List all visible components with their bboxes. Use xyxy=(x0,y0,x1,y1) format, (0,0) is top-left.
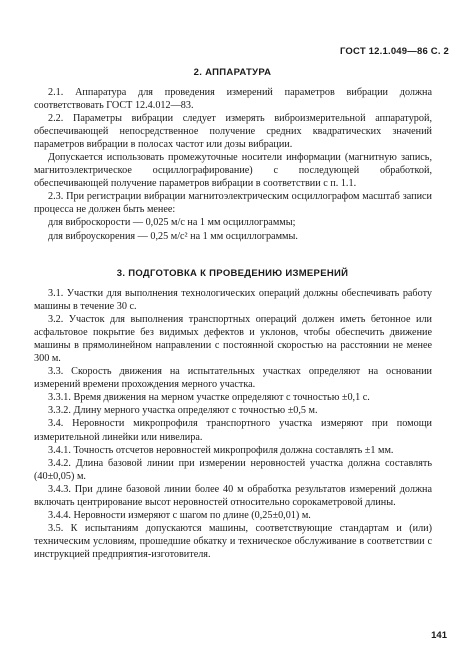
paragraph-2-1: 2.1. Аппаратура для проведения измерений параметров вибрации должна соответствовать ГОСТ 12.4.012—83. xyxy=(34,87,432,112)
paragraph-3-5: 3.5. К испытаниям допускаются машины, соответствующие стандартам и (или) техническим условиям, прошедшие обкатку и техническое обслуживание в соответствии с инструкцией предприятия-изготовителя. xyxy=(34,522,432,560)
paragraph-3-4-4: 3.4.4. Неровности измеряют с шагом по длине (0,25±0,01) м. xyxy=(48,509,311,521)
section-2-body xyxy=(34,86,432,243)
paragraph-2-2-note: Допускается использовать промежуточные носители информации (магнитную запись, магнитоэлектрическое осциллографирование) с последующей обработкой, обеспечивающей получение параметров вибрации в соответствии с п. 1.1. xyxy=(34,152,432,190)
paragraph-2-3-velocity: для виброскорости — 0,025 м/с на 1 мм осциллограммы; xyxy=(48,217,296,229)
paragraph-3-4-2: 3.4.2. Длина базовой линии при измерении неровностей участка должна составлять (40±0,05) м. xyxy=(34,457,432,482)
paragraph-2-2: 2.2. Параметры вибрации следует измерять виброизмерительной аппаратурой, обеспечивающей непосредственное получение средних квадратических значений параметров вибрации в полосах частот или дозы вибрации. xyxy=(34,113,432,151)
paragraph-3-2: 3.2. Участок для выполнения транспортных операций должен иметь бетонное или асфальтовое покрытие без видимых дефектов и уклонов, чтобы обеспечить движение машины в прямолинейном направлении с постоянной скоростью на расстоянии не менее 300 м. xyxy=(34,314,432,365)
paragraph-3-1: 3.1. Участки для выполнения технологических операций должны обеспечивать работу машины в течение 30 с. xyxy=(34,288,432,313)
standard-reference-header: ГОСТ 12.1.049—86 С. 2 xyxy=(339,46,449,57)
paragraph-3-3-2: 3.3.2. Длину мерного участка определяют с точностью ±0,5 м. xyxy=(48,405,318,417)
section-3-body xyxy=(34,287,432,561)
paragraph-3-4: 3.4. Неровности микропрофиля транспортного участка измеряют при помощи измерительной линейки или нивелира. xyxy=(34,418,432,443)
paragraph-3-4-3: 3.4.3. При длине базовой линии более 40 м обработка результатов измерений должна включать центрирование высот неровностей относительно сорокаметровой длины. xyxy=(34,483,432,508)
paragraph-3-3-1: 3.3.1. Время движения на мерном участке определяют с точностью ±0,1 с. xyxy=(48,392,370,404)
paragraph-3-3: 3.3. Скорость движения на испытательных участках определяют на основании измерений времени прохождения мерного участка. xyxy=(34,366,432,391)
paragraph-3-4-1: 3.4.1. Точность отсчетов неровностей микропрофиля должна составлять ±1 мм. xyxy=(48,444,394,456)
paragraph-2-3-acceleration: для виброускорения — 0,25 м/с² на 1 мм осциллограммы. xyxy=(48,230,298,242)
section-3-heading: 3. ПОДГОТОВКА К ПРОВЕДЕНИЮ ИЗМЕРЕНИЙ xyxy=(116,268,349,279)
page-number: 141 xyxy=(431,630,447,641)
paragraph-2-3: 2.3. При регистрации вибрации магнитоэлектрическим осциллографом масштаб записи процесса не должен быть менее: xyxy=(34,191,432,216)
section-2-heading: 2. АППАРАТУРА xyxy=(193,67,272,78)
